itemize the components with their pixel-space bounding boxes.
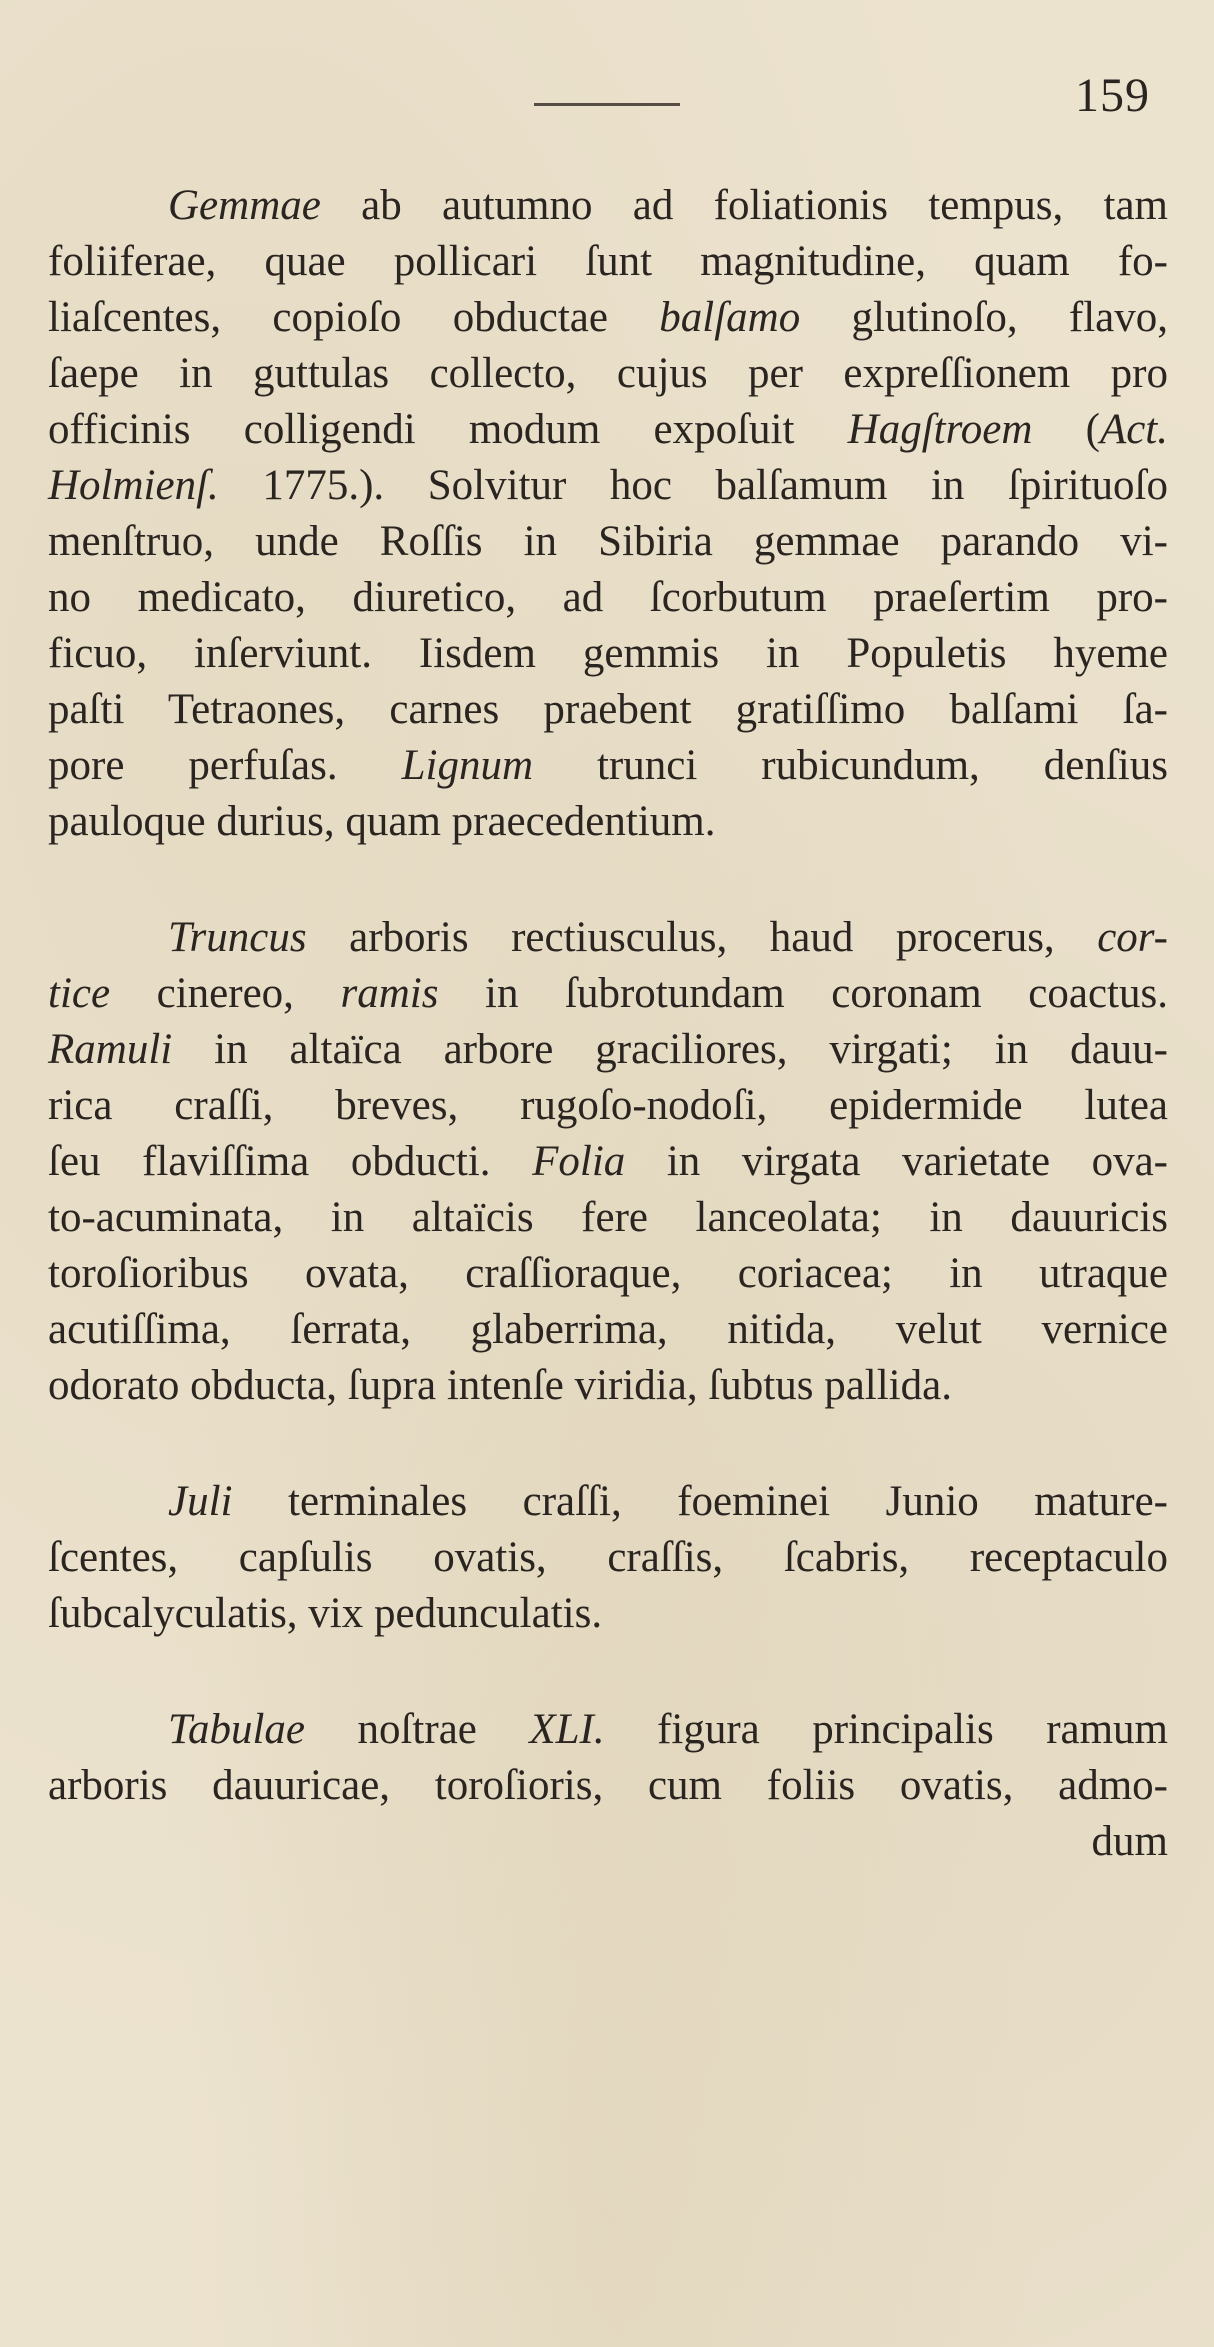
italic-term: Ramuli	[48, 1026, 173, 1073]
paragraph	[48, 1702, 1168, 1870]
text-run: ſubcalyculatis, vix pedunculatis.	[48, 1590, 603, 1637]
text-run: arboris rectiusculus, haud procerus,	[306, 914, 1098, 961]
text-run: in ſubrotundam coronam coactus.	[438, 970, 1168, 1017]
text-run: ſcentes, capſulis ovatis, craſſis, ſcabris, receptaculo	[48, 1534, 1168, 1581]
text-line	[48, 966, 1168, 1022]
text-run: noſtrae	[305, 1706, 530, 1753]
text-run: figura principalis ramum	[604, 1706, 1168, 1753]
text-line	[48, 1022, 1168, 1078]
text-line	[48, 1530, 1168, 1586]
italic-term: Holmienſ.	[48, 462, 219, 509]
text-line	[48, 570, 1168, 626]
text-line	[48, 626, 1168, 682]
text-line	[48, 514, 1168, 570]
text-line	[48, 290, 1168, 346]
text-line	[48, 1134, 1168, 1190]
italic-term: Gemmae	[168, 182, 321, 229]
italic-term: Lignum	[401, 742, 534, 789]
text-line	[48, 1246, 1168, 1302]
text-run: in altaïca arbore graciliores, virgati; in dauu-	[172, 1026, 1168, 1073]
text-run: liaſcentes, copioſo obductae	[48, 294, 660, 341]
text-run: trunci rubicundum, denſius	[533, 742, 1168, 789]
text-run: no medicato, diuretico, ad ſcorbutum praeſertim pro-	[48, 574, 1168, 621]
italic-term: XLI.	[529, 1706, 605, 1753]
text-run: toroſioribus ovata, craſſioraque, coriacea; in utraque	[48, 1250, 1168, 1297]
text-run: pore perfuſas.	[48, 742, 402, 789]
text-run: in virgata varietate ova-	[625, 1138, 1168, 1185]
text-line	[48, 1702, 1168, 1758]
text-run: officinis colligendi modum expoſuit	[48, 406, 848, 453]
text-line	[48, 1758, 1168, 1814]
text-line	[48, 178, 1168, 234]
text-line	[48, 458, 1168, 514]
text-run: ab autumno ad foliationis tempus, tam	[320, 182, 1168, 229]
paragraph-gap	[48, 1642, 1168, 1702]
text-run: foliiferae, quae pollicari ſunt magnitudine, quam fo-	[48, 238, 1168, 285]
text-run: glutinoſo, flavo,	[800, 294, 1169, 341]
text-run: rica craſſi, breves, rugoſo-nodoſi, epidermide lutea	[48, 1082, 1168, 1129]
paragraph-gap	[48, 1414, 1168, 1474]
text-line	[48, 234, 1168, 290]
text-line	[48, 1190, 1168, 1246]
text-line	[48, 1814, 1168, 1870]
paragraph	[48, 178, 1168, 850]
text-run: menſtruo, unde Roſſis in Sibiria gemmae parando vi-	[48, 518, 1168, 565]
italic-term: Act.	[1099, 406, 1168, 453]
text-run: odorato obducta, ſupra intenſe viridia, ſubtus pallida.	[48, 1362, 952, 1409]
text-line	[48, 1358, 1168, 1414]
text-line	[48, 682, 1168, 738]
text-run: arboris dauuricae, toroſioris, cum foliis ovatis, admo-	[48, 1762, 1168, 1809]
text-run: ſaepe in guttulas collecto, cujus per expreſſionem pro	[48, 350, 1168, 397]
text-run: ſeu flaviſſima obducti.	[48, 1138, 533, 1185]
italic-term: Hagſtroem	[847, 406, 1033, 453]
text-line	[48, 1586, 1168, 1642]
text-line	[48, 910, 1168, 966]
italic-term: Tabulae	[168, 1706, 305, 1753]
text-run: paſti Tetraones, carnes praebent gratiſſimo balſami ſa-	[48, 686, 1168, 733]
text-run: pauloque durius, quam praecedentium.	[48, 798, 716, 845]
italic-term: Juli	[168, 1478, 233, 1525]
body-text	[48, 178, 1168, 1870]
text-run: dum	[1091, 1818, 1168, 1865]
header-rule	[534, 103, 680, 106]
italic-term: Truncus	[168, 914, 307, 961]
text-line	[48, 346, 1168, 402]
text-run: cinereo,	[110, 970, 341, 1017]
text-run: ficuo, inſerviunt. Iisdem gemmis in Populetis hyeme	[48, 630, 1168, 677]
text-line	[48, 1302, 1168, 1358]
paragraph-gap	[48, 850, 1168, 910]
italic-term: tice	[48, 970, 111, 1017]
text-line	[48, 794, 1168, 850]
italic-term: ramis	[340, 970, 439, 1017]
text-run: acutiſſima, ſerrata, glaberrima, nitida, velut vernice	[48, 1306, 1168, 1353]
text-line	[48, 402, 1168, 458]
italic-term: Folia	[532, 1138, 626, 1185]
text-run: terminales craſſi, foeminei Junio mature-	[232, 1478, 1168, 1525]
paragraph	[48, 910, 1168, 1414]
text-run: 1775.). Solvitur hoc balſamum in ſpirituoſo	[218, 462, 1168, 509]
paragraph	[48, 1474, 1168, 1642]
text-run: to-acuminata, in altaïcis fere lanceolata; in dauuricis	[48, 1194, 1168, 1241]
page-number: 159	[1075, 69, 1150, 122]
italic-term: balſamo	[659, 294, 801, 341]
text-run: (	[1032, 406, 1100, 453]
text-line	[48, 1474, 1168, 1530]
text-line	[48, 738, 1168, 794]
text-line	[48, 1078, 1168, 1134]
italic-term: cor-	[1097, 914, 1168, 961]
